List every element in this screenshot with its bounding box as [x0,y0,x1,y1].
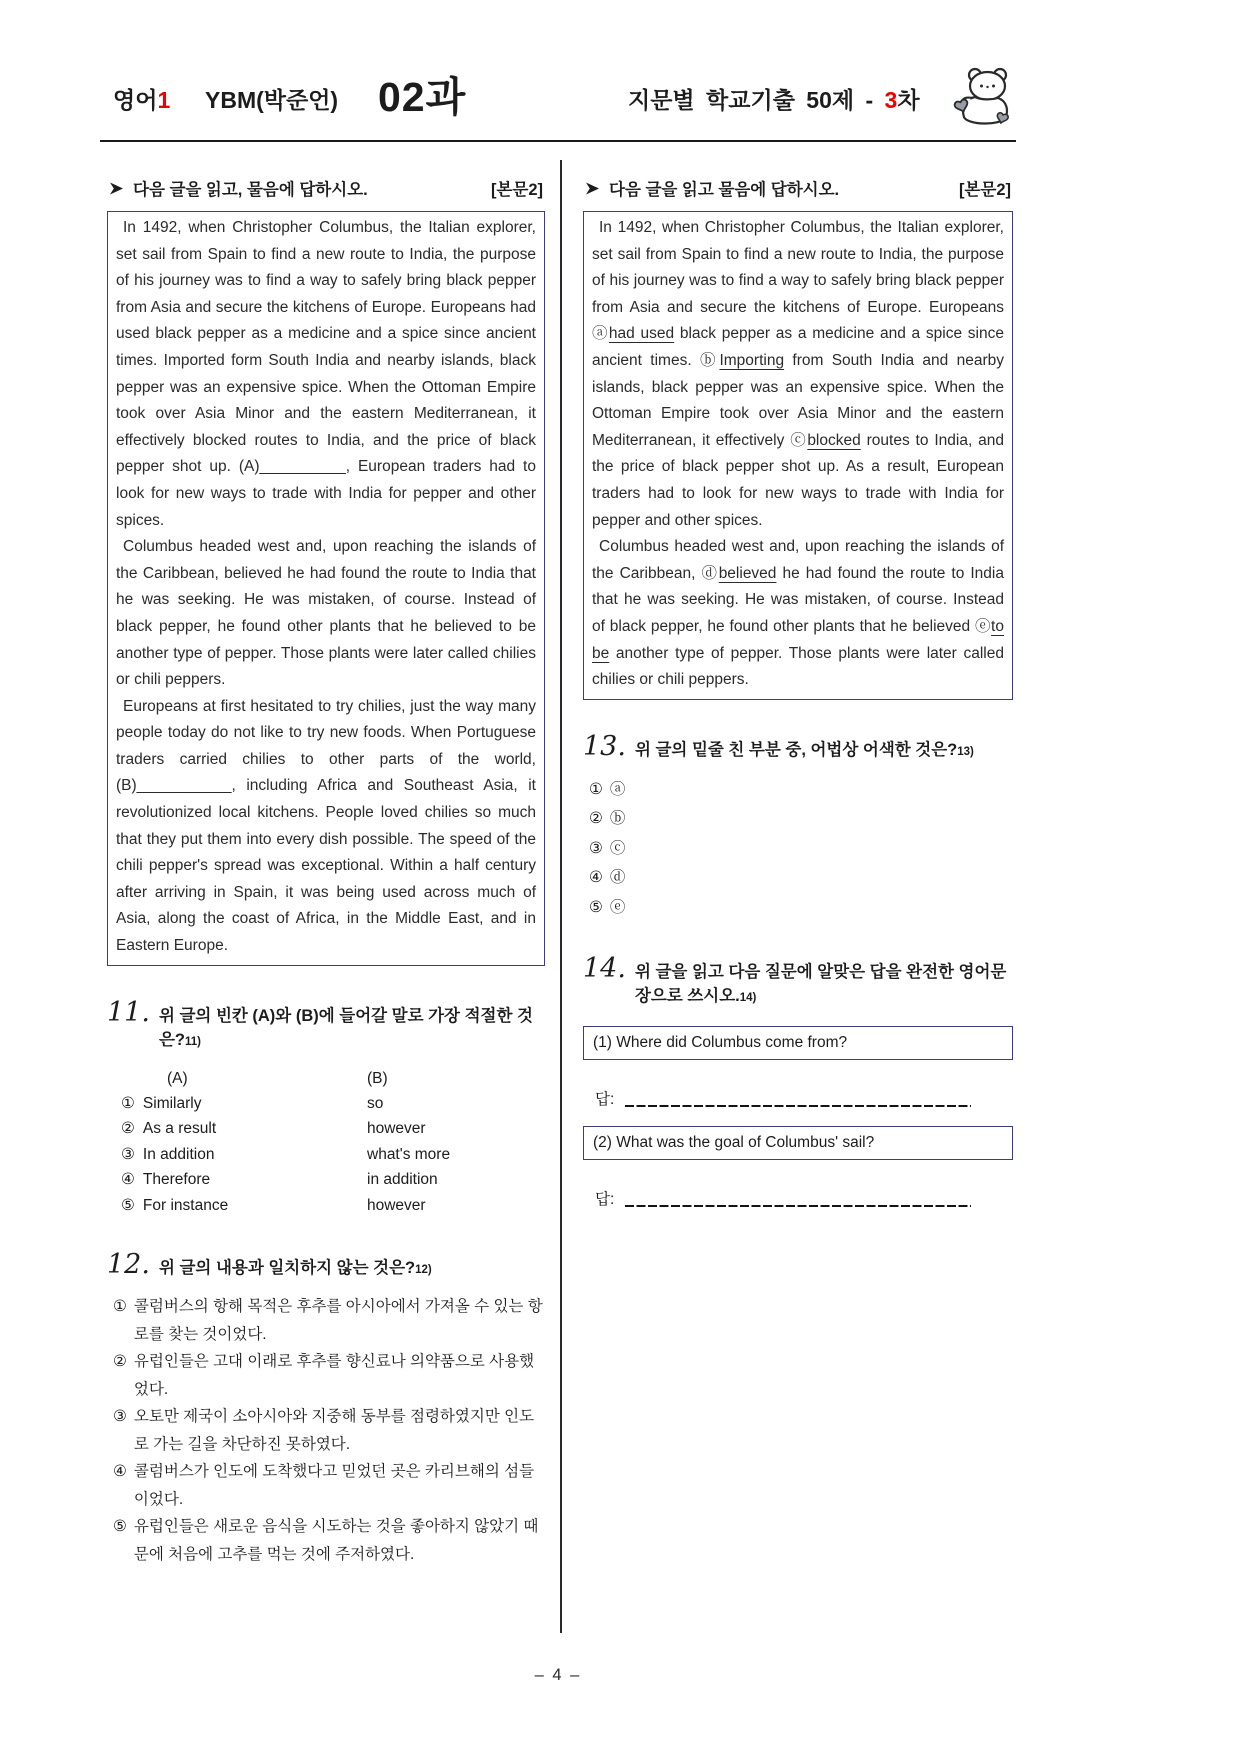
q14-answer-row-1 [595,1090,1013,1110]
q14-answer-row-2 [595,1190,1013,1210]
footnote-marker: 14) [739,992,757,1005]
question-12 [107,1251,545,1568]
lesson-title: 02과 [378,74,467,120]
question-text: 위 글의 밑줄 친 부분 중, 어법상 어색한 것은?13) [634,740,974,759]
q13-option-5: ⑤ ⓔ [589,898,626,916]
bear-mascot-icon [950,64,1014,130]
publisher-label: YBM(박준언) [205,87,339,113]
page-header [0,0,1240,142]
q12-options [113,1293,545,1568]
passage-paragraph: Europeans at first hesitated to try chilies, just the way many people today do not like to try new foods. When Portuguese traders carried chilies to other parts of the world, (B)___________, including Africa and Southeast Asia, it revolutionized local kitchens. People loved chilies so much that they put them into every dish possible. The speed of the chili pepper's spread was exceptional. Within a half century after arriving in Spain, it was being used across much of Asia, along the coast of Africa, in the Middle East, and in Eastern Europe. [116,697,536,955]
question-text: 위 글의 내용과 일치하지 않는 것은?12) [158,1259,432,1278]
q11-option-2-b: however [367,1120,426,1138]
column-divider-line [560,160,562,1633]
q14-sub-question-2-box [583,1126,1013,1160]
source-tag: [본문2] [490,181,543,199]
question-14-head [583,955,1013,1010]
question-text: 위 글을 읽고 다음 질문에 알맞은 답을 완전한 영어문장으로 쓰시오.14) [634,963,1007,1006]
question-number: 13. [583,730,626,762]
passage-paragraph: In 1492, when Christopher Columbus, the Italian explorer, set sail from Spain to find a new route to India, the purpose of his journey was to find a way to safely bring black pepper from Asia and secure the kitchens of Europe. Europeans had used black pepper as a medicine and a spice since ancient times. Imported form South India and nearby islands, black pepper was an expensive spice. When the Ottoman Empire took over Asia Minor and the eastern Mediterranean, it effectively blocked routes to India, and the price of black pepper shot up. (A)__________, European traders had to look for new ways to trade with India for pepper and other spices. [116,219,536,529]
passage-paragraph: Columbus headed west and, upon reaching the islands of the Caribbean, believed he had found the route to India that he was seeking. He was mistaken, of course. Instead of black pepper, he found other plants that he believed to be another type of pepper. Those plants were later called chilies or chili peppers. [116,538,536,689]
subject-number: 1 [157,87,171,113]
arrow-right-icon [109,182,124,195]
footnote-marker: 13) [957,745,974,758]
question-number: 14. [583,953,626,985]
q11-option-1: ① Similarly [121,1095,202,1113]
footnote-marker: 12) [415,1264,432,1277]
column-a-header: (A) [167,1069,188,1087]
column-b-header: (B) [367,1069,388,1087]
q11-option-4: ④ Therefore [121,1171,211,1189]
q11-option-4-b: in addition [367,1171,438,1189]
q11-option-2: ② As a result [121,1120,217,1138]
q11-option-1-b: so [367,1095,384,1113]
q12-option-4: ④ 콜럼버스가 인도에 도착했다고 믿었던 곳은 카리브해의 섬들이었다. [113,1463,535,1508]
page-number: – 4 – [534,1666,582,1684]
q11-option-3: ③ In addition [121,1145,215,1163]
sub-question-text: (1) Where did Columbus come from? [593,1034,848,1052]
q13-option-1: ① ⓐ [589,780,626,798]
q11-option-5: ⑤ For instance [121,1196,229,1214]
passage-paragraph: Columbus headed west and, upon reaching the islands of the Caribbean, ⓓbelieved he had found the route to India that he was seeking. He was mistaken, of course. Instead of black pepper, he found other plants that he believed ⓔto be another type of pepper. Those plants were later called chilies or chili peppers. [592,538,1004,689]
source-tag: [본문2] [958,181,1011,199]
question-text: 위 글의 빈칸 (A)와 (B)에 들어갈 말로 가장 적절한 것은?11) [158,1006,533,1049]
q13-options [589,775,1013,923]
q13-option-2: ② ⓑ [589,810,626,828]
footnote-marker: 11) [184,1035,201,1048]
question-12-head [107,1251,545,1282]
exam-set-title: 지문별 학교기출 50제 - 3차 [628,87,920,113]
question-14 [583,955,1013,1210]
subject-label: 영어1 [113,87,171,113]
header-divider-line [100,140,1016,142]
q11-option-3-b: what's more [367,1145,451,1163]
question-number: 11. [107,996,150,1028]
q13-option-4: ④ ⓓ [589,869,626,887]
answer-blank-line[interactable] [625,1205,971,1208]
q13-option-3: ③ ⓒ [589,839,626,857]
reading-passage-left [107,211,545,966]
round-number: 3 [884,87,898,113]
right-column [583,163,1013,1224]
question-13 [583,730,1013,923]
right-passage-prompt [585,176,1011,200]
reading-passage-right [583,211,1013,700]
passage-paragraph: In 1492, when Christopher Columbus, the Italian explorer, set sail from Spain to find a new route to India, the purpose of his journey was to find a way to safely bring black pepper from Asia and secure the kitchens of Europe. Europeans ⓐhad used black pepper as a medicine and a spice since ancient times. ⓑImporting from South India and nearby islands, black pepper was an expensive spice. When the Ottoman Empire took over Asia Minor and the eastern Mediterranean, it effectively ⓒblocked routes to India, and the price of black pepper shot up. As a result, European traders had to look for new ways to trade with India for pepper and other spices. [592,219,1004,529]
q12-option-1: ① 콜럼버스의 항해 목적은 후추를 아시아에서 가져올 수 있는 항로를 찾는 것이었다. [113,1298,543,1343]
question-11-head [107,996,545,1054]
left-passage-prompt [109,176,543,200]
q14-sub-question-1-box [583,1026,1013,1060]
left-column [107,163,545,1568]
q11-choice-table [121,1066,545,1218]
question-13-head [583,730,1013,764]
sub-question-text: (2) What was the goal of Columbus' sail? [593,1134,875,1152]
q12-option-3: ③ 오토만 제국이 소아시아와 지중해 동부를 점령하였지만 인도로 가는 길을 차단하진 못하였다. [113,1408,535,1453]
q12-option-2: ② 유럽인들은 고대 이래로 후추를 향신료나 의약품으로 사용했었다. [113,1353,535,1398]
answer-blank-line[interactable] [625,1105,971,1108]
prompt-text: 다음 글을 읽고, 물음에 답하시오. [133,181,368,199]
question-11 [107,996,545,1218]
answer-label: 답: [595,1191,615,1209]
q11-option-5-b: however [367,1196,426,1214]
arrow-right-icon [585,182,600,195]
answer-label: 답: [595,1091,615,1109]
question-number: 12. [107,1249,150,1281]
q12-option-5: ⑤ 유럽인들은 새로운 음식을 시도하는 것을 좋아하지 않았기 때문에 처음에 고추를 먹는 것에 주저하였다. [113,1518,539,1563]
prompt-text: 다음 글을 읽고 물음에 답하시오. [609,181,840,199]
